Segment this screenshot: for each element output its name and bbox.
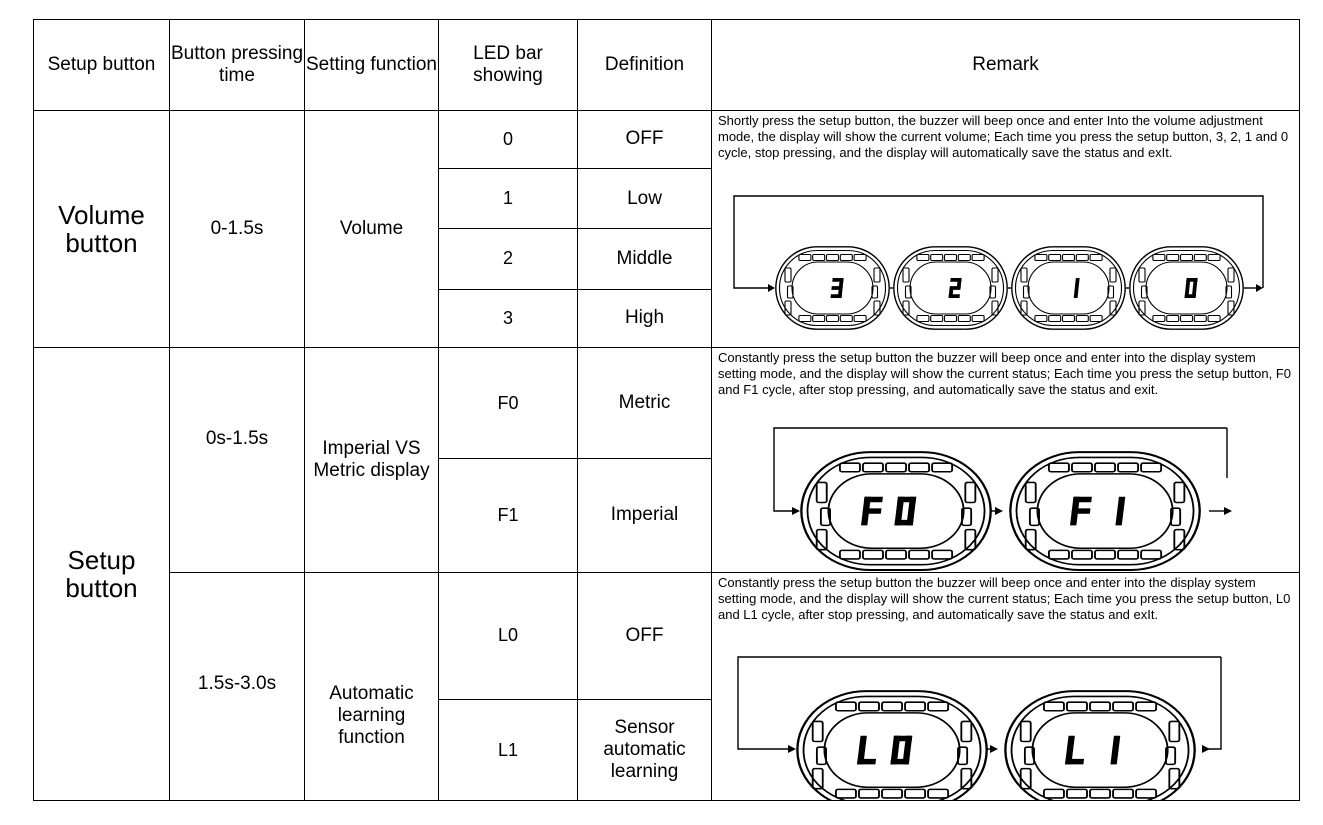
imperial-function: Imperial VS Metric display [305, 348, 439, 572]
volume-def-2: Middle [578, 228, 712, 289]
lcd-display-l1 [1005, 691, 1194, 801]
lcd-display-1 [1012, 246, 1125, 328]
volume-def-3: High [578, 289, 712, 348]
volume-function: Volume [305, 110, 439, 348]
imperial-cycle-diagram [762, 428, 1282, 572]
imperial-row-0 [34, 348, 1300, 459]
learning-function: Automatic learning function [305, 572, 439, 800]
learning-remark-cell [712, 572, 1300, 800]
volume-led-0: 0 [439, 110, 578, 169]
volume-button-label: Volume button [34, 110, 170, 348]
lcd-display-l0 [797, 691, 986, 801]
lcd-display-f0 [801, 452, 990, 570]
learning-time: 1.5s-3.0s [170, 572, 305, 800]
volume-row-0 [34, 110, 1300, 169]
imperial-time: 0s-1.5s [170, 348, 305, 572]
lcd-display-0 [1130, 246, 1243, 328]
header-setting-function: Setting function [305, 20, 439, 111]
imperial-led-0: F0 [439, 348, 578, 459]
volume-led-2: 2 [439, 228, 578, 289]
header-led-bar: LED bar showing [439, 20, 578, 111]
learning-def-0: OFF [578, 572, 712, 700]
learning-remark-text: Constantly press the setup button the buzzer will beep once and enter into the display system setting mode, and the display will show the current status; Each time you press the setup button, L0 and L1 cycle, after stop pressing, and automatically save the status and exIt. [718, 574, 1291, 622]
imperial-remark-cell [712, 348, 1300, 572]
volume-def-1: Low [578, 169, 712, 229]
lcd-display-f1 [1010, 452, 1199, 570]
volume-remark-text: Shortly press the setup button, the buzzer will beep once and enter Into the volume adjustment mode, the display will show the current volume; Each time you press the setup button, 3, 2, 1 and 0 cycle, stop pressing, and the display will automatically save the status and exIt. [718, 112, 1289, 160]
learning-def-1: Sensor automatic learning [578, 700, 712, 801]
header-setup-button: Setup button [34, 20, 170, 111]
imperial-remark-text: Constantly press the setup button the buzzer will beep once and enter into the display system setting mode, and the display will show the current status; Each time you press the setup button, F0 and F1 cycle, after stop pressing, and automatically save the status and exit. [718, 350, 1292, 398]
header-pressing-time: Button pressing time [170, 20, 305, 111]
learning-led-1: L1 [439, 700, 578, 801]
imperial-led-1: F1 [439, 459, 578, 572]
lcd-display-2 [894, 246, 1007, 328]
volume-led-3: 3 [439, 289, 578, 348]
learning-row-0 [34, 572, 1300, 700]
volume-cycle-diagram [718, 196, 1290, 331]
volume-led-1: 1 [439, 169, 578, 229]
header-remark: Remark [712, 20, 1300, 111]
volume-time: 0-1.5s [170, 110, 305, 348]
imperial-def-1: Imperial [578, 459, 712, 572]
button-settings-table [33, 19, 1300, 801]
volume-def-0: OFF [578, 110, 712, 169]
lcd-display-3 [776, 246, 889, 328]
volume-remark-cell [712, 110, 1300, 348]
imperial-def-0: Metric [578, 348, 712, 459]
learning-led-0: L0 [439, 572, 578, 700]
learning-cycle-diagram [732, 657, 1252, 801]
header-row [34, 20, 1300, 111]
header-definition: Definition [578, 20, 712, 111]
setup-button-label: Setup button [34, 348, 170, 801]
